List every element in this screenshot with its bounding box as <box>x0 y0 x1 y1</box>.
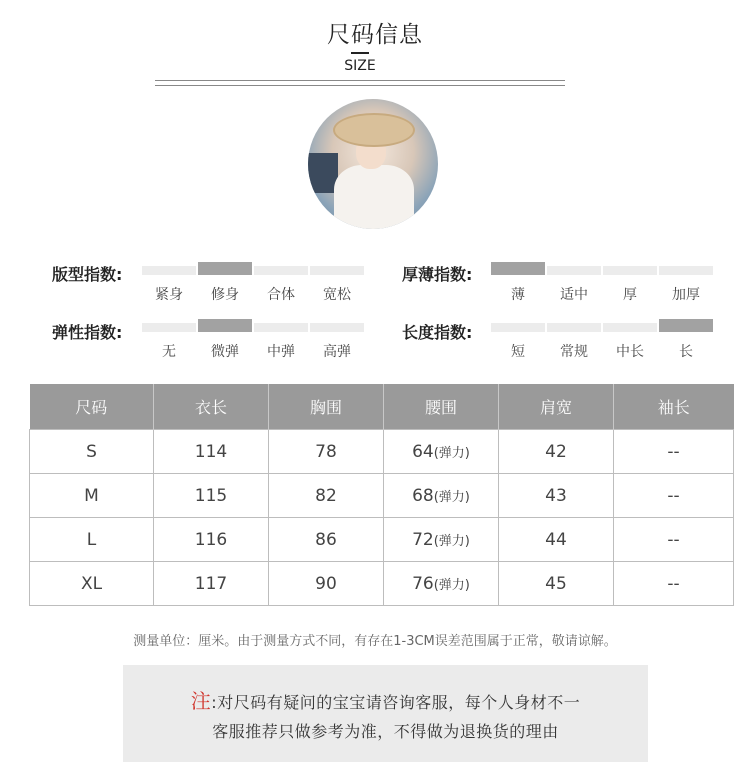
cell-shoulder: 43 <box>499 474 614 518</box>
waist-value: 72 <box>412 529 434 550</box>
fit-option: 合体 <box>254 266 308 304</box>
header-sleeve: 袖长 <box>614 384 734 430</box>
cell-length: 116 <box>154 518 269 562</box>
thickness-option: 加厚 <box>659 266 713 304</box>
cell-chest: 86 <box>269 518 384 562</box>
thickness-option: 适中 <box>547 266 601 304</box>
cell-shoulder: 45 <box>499 562 614 606</box>
cell-sleeve: -- <box>614 474 734 518</box>
cell-waist <box>384 430 499 474</box>
cell-shoulder: 42 <box>499 430 614 474</box>
cell-chest: 82 <box>269 474 384 518</box>
header-shoulder: 肩宽 <box>499 384 614 430</box>
thickness-option-selected: 薄 <box>491 266 545 304</box>
notice-line-2: 客服推荐只做参考为准，不得做为退换货的理由 <box>212 722 559 741</box>
cell-waist <box>384 518 499 562</box>
cell-length: 117 <box>154 562 269 606</box>
elasticity-option-selected: 微弹 <box>198 323 252 361</box>
photo-model-body <box>334 165 414 229</box>
waist-value: 76 <box>412 573 434 594</box>
page-subtitle: SIZE <box>344 58 376 74</box>
length-option: 短 <box>491 323 545 361</box>
cell-size: L <box>30 518 154 562</box>
header-waist: 腰围 <box>384 384 499 430</box>
fit-option: 紧身 <box>142 266 196 304</box>
waist-value: 68 <box>412 485 434 506</box>
size-table <box>29 384 734 606</box>
fit-index-label: 版型指数: <box>52 265 123 284</box>
cell-length: 115 <box>154 474 269 518</box>
thickness-index-label: 厚薄指数: <box>402 265 473 284</box>
cell-length: 114 <box>154 430 269 474</box>
cell-waist <box>384 562 499 606</box>
cell-sleeve: -- <box>614 562 734 606</box>
length-option: 中长 <box>603 323 657 361</box>
cell-size: S <box>30 430 154 474</box>
page-title: 尺码信息 <box>327 22 423 48</box>
header-rule <box>155 80 565 86</box>
header-length: 衣长 <box>154 384 269 430</box>
waist-note: (弹力) <box>433 533 470 549</box>
elasticity-option: 无 <box>142 323 196 361</box>
table-header-row <box>30 384 734 430</box>
table-row <box>30 474 734 518</box>
table-row <box>30 430 734 474</box>
measurement-footnote: 测量单位：厘米。由于测量方式不同，有存在1-3CM误差范围属于正常，敬请谅解。 <box>133 634 617 649</box>
header-size: 尺码 <box>30 384 154 430</box>
cell-waist <box>384 474 499 518</box>
length-option: 常规 <box>547 323 601 361</box>
header-chest: 胸围 <box>269 384 384 430</box>
elasticity-index-label: 弹性指数: <box>52 323 123 342</box>
notice-prefix: 注 <box>190 689 212 713</box>
waist-note: (弹力) <box>433 577 470 593</box>
elasticity-option: 中弹 <box>254 323 308 361</box>
cell-size: M <box>30 474 154 518</box>
model-photo <box>308 99 438 229</box>
photo-model-hat <box>333 113 415 147</box>
fit-option: 宽松 <box>310 266 364 304</box>
thickness-option: 厚 <box>603 266 657 304</box>
waist-note: (弹力) <box>433 489 470 505</box>
cell-sleeve: -- <box>614 518 734 562</box>
cell-chest: 90 <box>269 562 384 606</box>
title-divider <box>351 52 369 54</box>
waist-value: 64 <box>412 441 434 462</box>
notice-box <box>123 665 648 762</box>
table-row <box>30 518 734 562</box>
cell-sleeve: -- <box>614 430 734 474</box>
fit-option-selected: 修身 <box>198 266 252 304</box>
length-index-label: 长度指数: <box>402 323 473 342</box>
notice-line-1 <box>123 685 648 714</box>
elasticity-option: 高弹 <box>310 323 364 361</box>
cell-chest: 78 <box>269 430 384 474</box>
waist-note: (弹力) <box>433 445 470 461</box>
table-row <box>30 562 734 606</box>
length-option-selected: 长 <box>659 323 713 361</box>
notice-text-1: :对尺码有疑问的宝宝请咨询客服，每个人身材不一 <box>211 693 581 712</box>
cell-shoulder: 44 <box>499 518 614 562</box>
cell-size: XL <box>30 562 154 606</box>
